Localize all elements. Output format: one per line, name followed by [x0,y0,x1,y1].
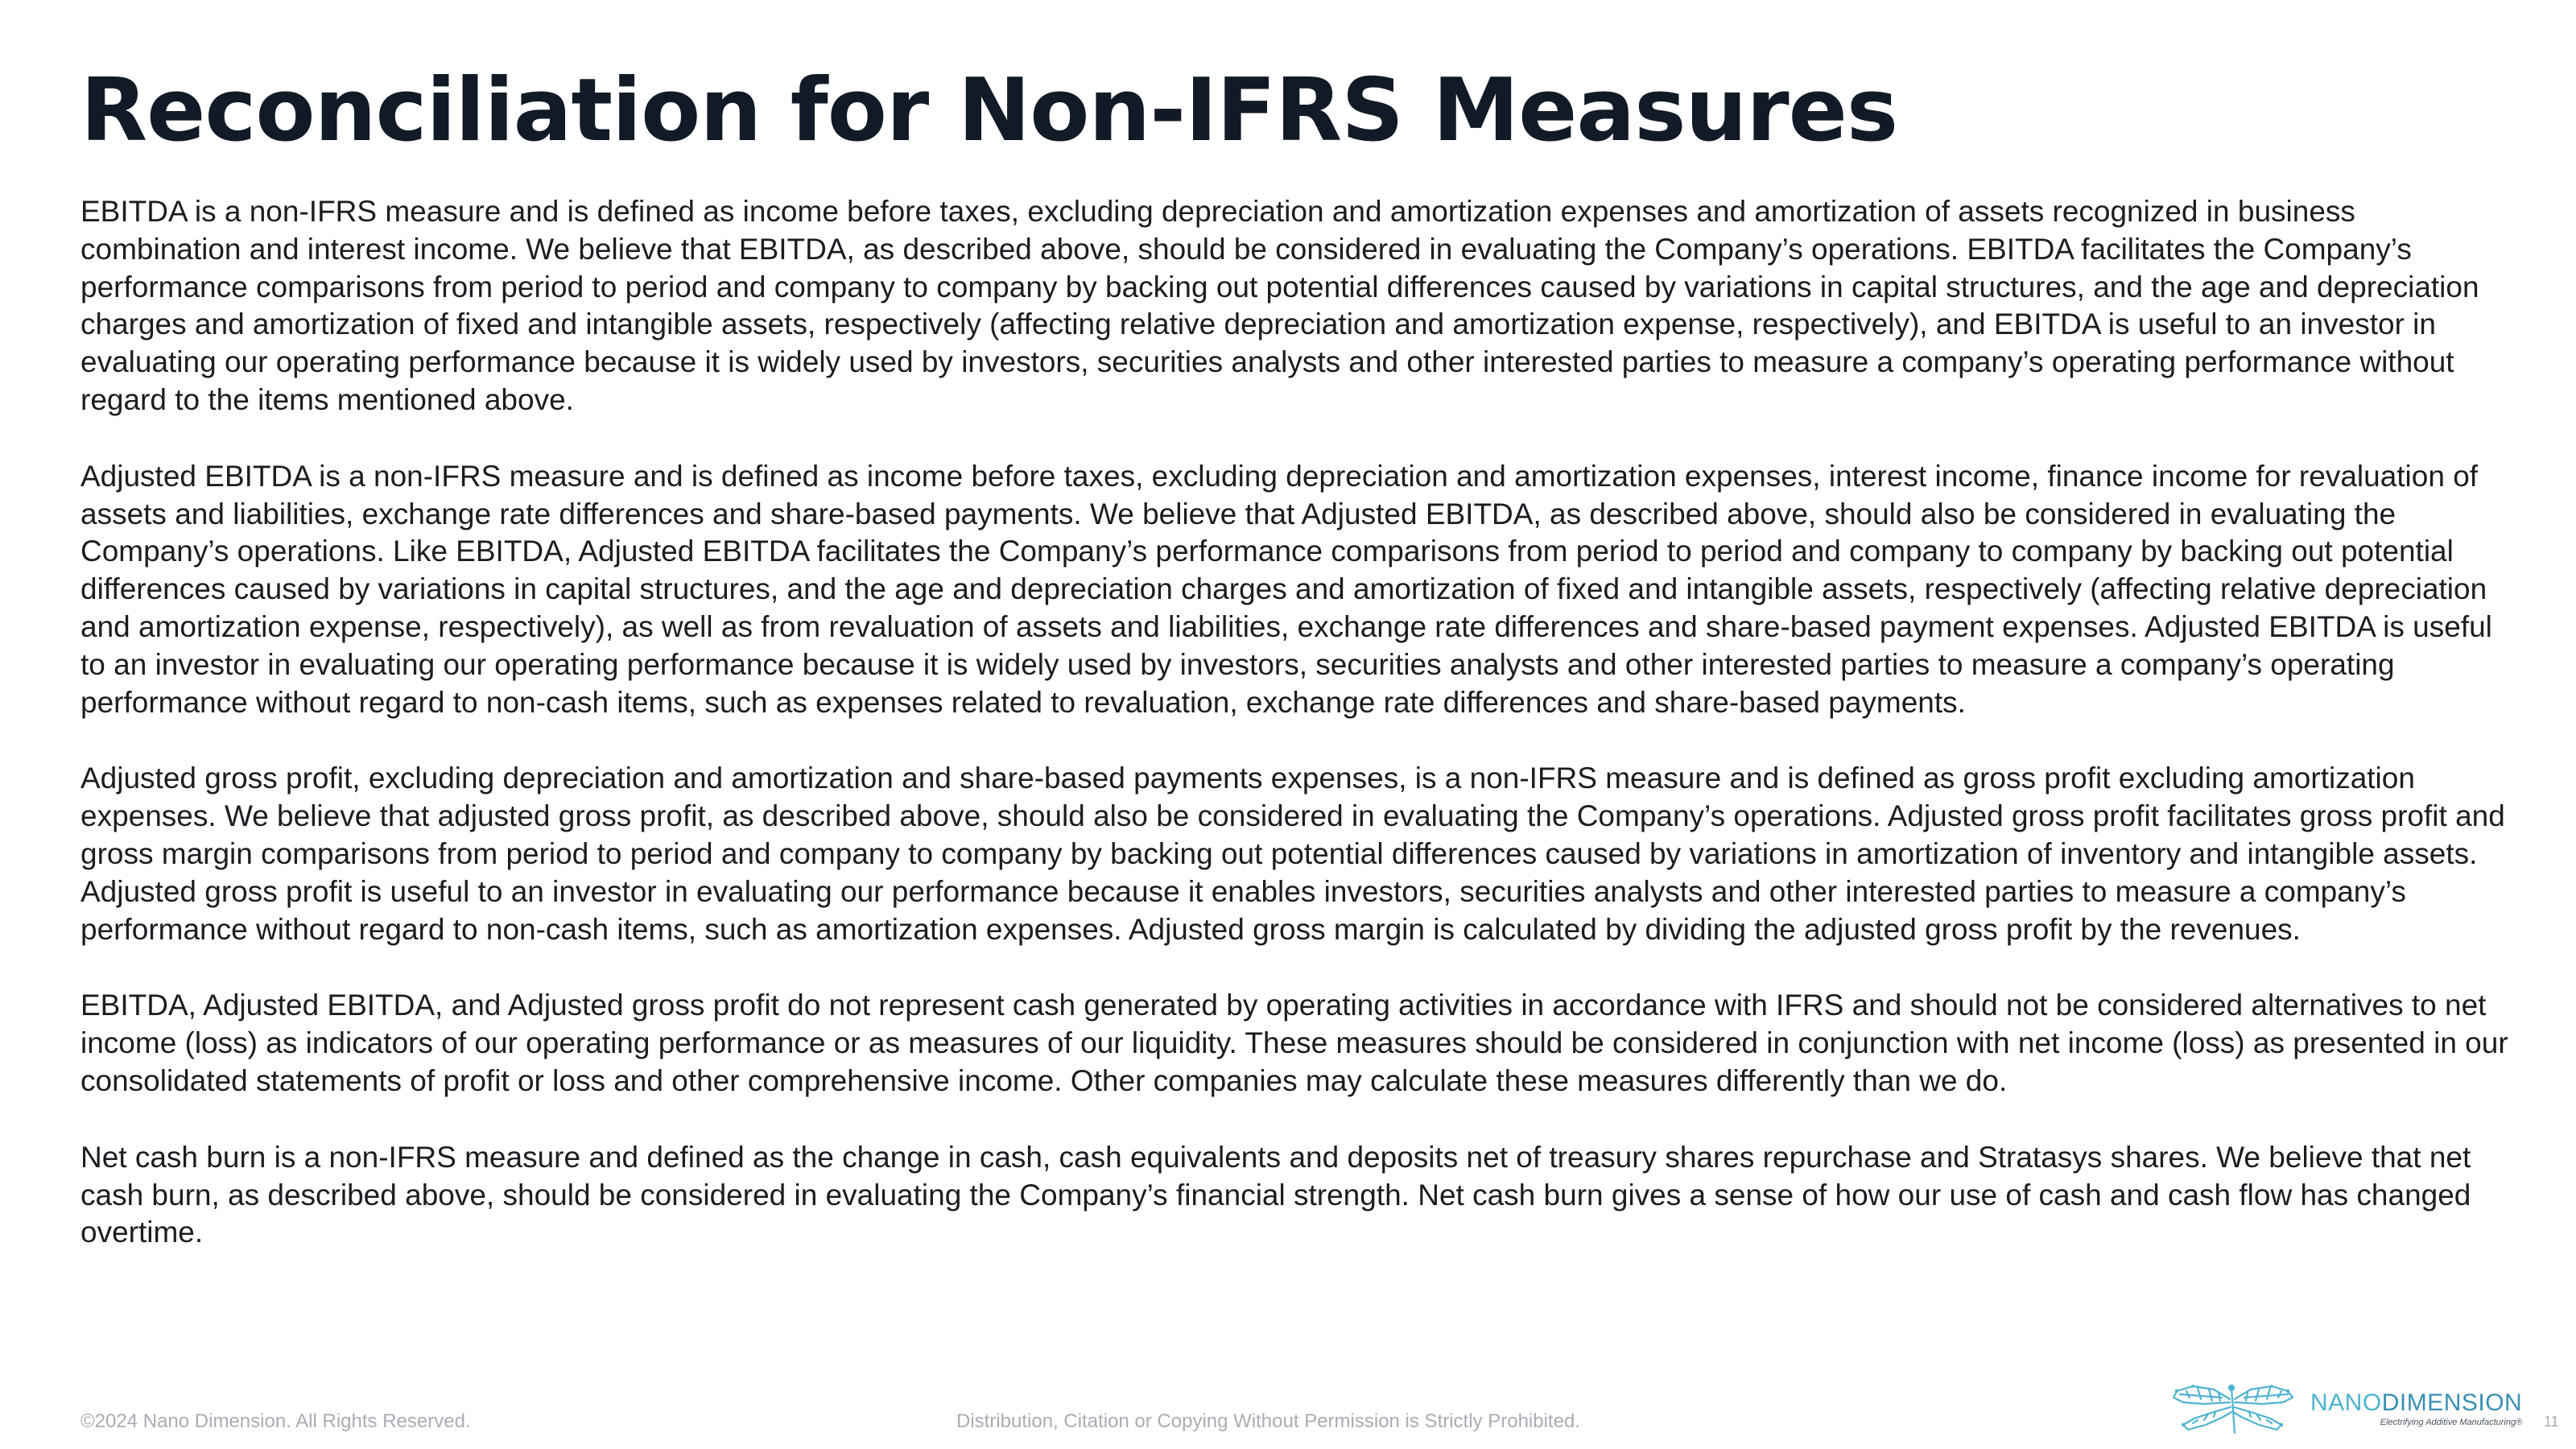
paragraph-ebitda: EBITDA is a non-IFRS measure and is defined as income before taxes, excluding depreciation and amortization expenses and amortization of assets recognized in business combination and interest income. We believe that EBITDA, as described above, should be considered in evaluating the Company’s operations. EBITDA facilitates the Company’s performance comparisons from period to period and company to company by backing out potential differences caused by variations in capital structures, and the age and depreciation charges and amortization of fixed and intangible assets, respectively (affecting relative depreciation and amortization expense, respectively), and EBITDA is useful to an investor in evaluating our operating performance because it is widely used by investors, securities analysts and other interested parties to measure a company’s operating performance without regard to the items mentioned above. [80,195,2479,416]
paragraph-adjusted-ebitda: Adjusted EBITDA is a non-IFRS measure and is defined as income before taxes, excluding depreciation and amortization expenses, interest income, finance income for revaluation of assets and liabilities, exchange rate differences and share-based payments. We believe that Adjusted EBITDA, as described above, should also be considered in evaluating the Company’s operations. Like EBITDA, Adjusted EBITDA facilitates the Company’s performance comparisons from period to period and company to company by backing out potential differences caused by variations in capital structures, and the age and depreciation charges and amortization of fixed and intangible assets, respectively (affecting relative depreciation and amortization expense, respectively), as well as from revaluation of assets and liabilities, exchange rate differences and share-based payment expenses. Adjusted EBITDA is useful to an investor in evaluating our operating performance because it is widely used by investors, securities analysts and other interested parties to measure a company’s operating performance without regard to non-cash items, such as expenses related to revaluation, exchange rate differences and share-based payments. [80,459,2492,719]
paragraph-adjusted-gross-profit: Adjusted gross profit, excluding depreciation and amortization and share-based payments expenses, is a non-IFRS measure and is defined as gross profit excluding amortization expenses. We believe that adjusted gross profit, as described above, should also be considered in evaluating the Company’s operations. Adjusted gross profit facilitates gross profit and gross margin comparisons from period to period and company to company by backing out potential differences caused by variations in amortization of inventory and intangible assets. Adjusted gross profit is useful to an investor in evaluating our performance because it enables investors, securities analysts and other interested parties to measure a company’s performance without regard to non-cash items, such as amortization expenses. Adjusted gross margin is calculated by dividing the adjusted gross profit by the revenues. [80,762,2505,946]
dragonfly-circuit-icon [2165,1381,2302,1438]
logo-wordmark [2310,1390,2522,1416]
logo-text [2310,1390,2522,1429]
paragraph-net-cash-burn: Net cash burn is a non-IFRS measure and defined as the change in cash, cash equivalents and deposits net of treasury shares repurchase and Stratasys shares. We believe that net cash burn, as described above, should be considered in evaluating the Company’s financial strength. Net cash burn gives a sense of how our use of cash and cash flow has changed overtime. [80,1140,2471,1249]
footer-copyright: ©2024 Nano Dimension. All Rights Reserved. [80,1410,471,1432]
logo-word-nano: NANO [2310,1389,2382,1416]
page-number: 11 [2544,1414,2559,1430]
logo-word-dimension: DIMENSION [2381,1389,2523,1416]
company-logo [2165,1381,2522,1438]
logo-tagline: Electrifying Additive Manufacturing® [2380,1418,2523,1427]
page-title: Reconciliation for Non-IFRS Measures [80,60,1898,161]
footer-notice: Distribution, Citation or Copying Without Permission is Strictly Prohibited. [956,1410,1580,1432]
paragraph-disclaimer: EBITDA, Adjusted EBITDA, and Adjusted gross profit do not represent cash generated by operating activities in accordance with IFRS and should not be considered alternatives to net income (loss) as indicators of our operating performance or as measures of our liquidity. These measures should be considered in conjunction with net income (loss) as presented in our consolidated statements of profit or loss and other comprehensive income. Other companies may calculate these measures differently than we do. [80,989,2508,1097]
body-text [80,193,2512,1290]
